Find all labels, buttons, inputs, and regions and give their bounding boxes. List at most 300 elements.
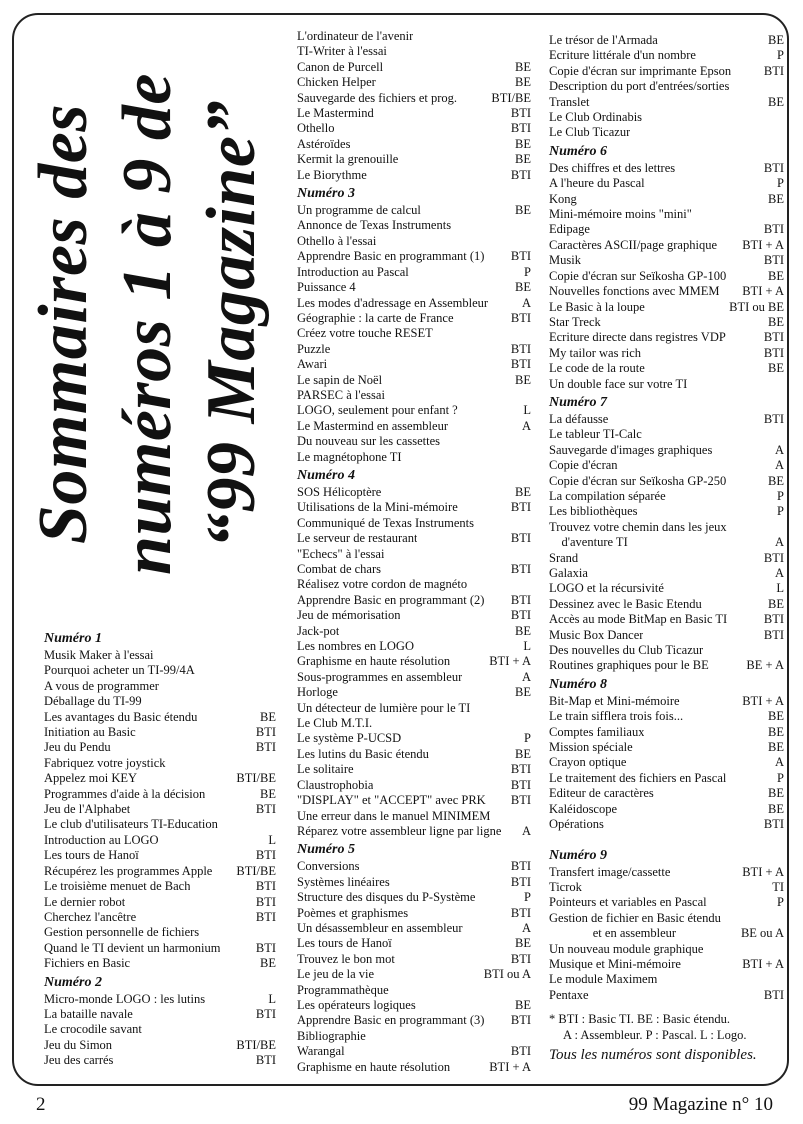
article-title: Systèmes linéaires [297,874,390,889]
language-code: BE [515,75,531,90]
language-code: BE [768,191,784,206]
language-code: P [777,48,784,63]
language-code: BE [768,473,784,488]
article-title: Ticrok [549,879,582,894]
article-title: Comptes familiaux [549,724,645,739]
article-title: Puissance 4 [297,280,356,295]
language-code: BTI [255,740,276,755]
language-code: P [524,890,531,905]
article-title: et en assembleur [549,926,677,941]
language-code: BTI + A [742,864,784,879]
language-code: BTI [763,817,784,832]
article-title: L'ordinateur de l'avenir [297,29,414,43]
article-entry [549,643,784,658]
language-code: BTI [510,341,531,356]
language-code: BTI [763,411,784,426]
article-title: Le système P-UCSD [297,731,402,746]
language-code: BTI [510,310,531,325]
article-entry [297,624,531,639]
article-title: Sous-programmes en assembleur [297,669,463,684]
article-title: Graphisme en haute résolution [297,1059,451,1074]
language-code: BTI [510,1013,531,1028]
article-title: Le Club Ticazur [549,125,631,140]
article-title: A vous de programmer [44,678,159,693]
article-title: "DISPLAY" et "ACCEPT" avec PRK [297,793,486,808]
language-code: BE [515,997,531,1012]
language-code: BTI [510,592,531,607]
article-entry [297,419,531,434]
language-code: BTI [255,725,276,740]
article-entry [297,639,531,654]
language-code: A [774,566,784,580]
legend-line-2: A : Assembleur. P : Pascal. L : Logo. [563,1028,747,1043]
article-entry [549,110,784,125]
article-title: Le Club Ordinabis [549,110,643,125]
article-entry [297,998,531,1013]
article-entry [297,762,531,777]
article-title: Une erreur dans le manuel MINIMEM [297,808,491,823]
article-title: Copie d'écran [549,458,618,473]
article-title: Des nouvelles du Club Ticazur [549,643,704,658]
article-title: Astéroïdes [297,136,351,151]
article-entry [297,137,531,152]
language-code: BTI ou A [483,967,531,982]
article-entry [297,809,531,824]
issue-heading: Numéro 6 [549,143,607,159]
article-title: Othello à l'essai [297,233,377,248]
article-title: Kaléidoscope [549,801,618,816]
article-title: La compilation séparée [549,488,666,503]
article-entry [44,956,276,971]
language-code: BTI [763,222,784,237]
language-code: BE [768,314,784,329]
article-title: Apprendre Basic en programmant (1) [297,249,485,264]
language-code: P [777,504,784,519]
language-code: BTI [510,106,531,121]
article-title: Mini-mémoire moins "mini" [549,207,692,222]
language-code: P [524,731,531,746]
article-entry [549,269,784,284]
language-code: BTI [763,330,784,345]
article-title: Sauvegarde d'images graphiques [549,442,713,457]
article-title: Apprendre Basic en programmant (3) [297,1013,485,1028]
article-entry [44,941,276,956]
article-entry [549,581,784,596]
language-code: BTI [763,63,784,78]
article-entry [297,485,531,500]
language-code: BTI [510,793,531,808]
language-code: BTI/BE [236,771,276,786]
language-code: BE [515,203,531,218]
article-title: Pointeurs et variables en Pascal [549,895,707,910]
article-title: Music Box Dancer [549,627,644,642]
language-code: BE [768,724,784,739]
article-title: Jeu du Pendu [44,740,111,755]
language-code: BTI [510,777,531,792]
article-entry [549,865,784,880]
language-code: A [774,755,784,770]
language-code: A [521,295,531,310]
language-code: BE [515,936,531,951]
language-code: BTI [255,940,276,955]
article-title: Appelez moi KEY [44,771,138,786]
article-title: Caractères ASCII/page graphique [549,237,717,252]
article-entry [549,207,784,222]
article-title: TI-Writer à l'essai [297,44,387,59]
article-entry [297,952,531,967]
language-code: BE [260,786,276,801]
article-title: Structure des disques du P-Système [297,890,476,905]
article-title: Du nouveau sur les cassettes [297,434,441,449]
article-entry [44,864,276,879]
article-entry [549,377,784,392]
article-entry [297,890,531,905]
article-entry [297,1029,531,1044]
language-code: BE [768,268,784,283]
language-code: BE [768,361,784,376]
article-title: Introduction au LOGO [44,832,159,847]
language-code: P [777,895,784,910]
article-title: Le crocodile savant [44,1022,142,1037]
article-entry [549,520,784,535]
contents-column-3-list [549,33,784,1003]
language-code: BTI [255,802,276,817]
article-entry [549,222,784,237]
article-title: Jeu des carrés [44,1053,114,1068]
language-code: TI [772,879,784,894]
language-code: BE [768,709,784,724]
article-title: Un programme de calcul [297,203,421,218]
article-title: Géographie : la carte de France [297,310,454,325]
article-entry [44,725,276,740]
article-entry [549,628,784,643]
language-code: A [521,823,531,838]
article-title: Le trésor de l'Armada [549,33,658,47]
title-block [18,28,278,620]
article-entry [297,577,531,592]
issue-heading: Numéro 3 [297,186,355,202]
language-code: BE [515,136,531,151]
language-code: BTI [763,612,784,627]
article-entry [549,192,784,207]
language-code: P [524,264,531,279]
article-title: Copie d'écran sur Seïkosha GP-100 [549,268,727,283]
magazine-issue: 99 Magazine n° 10 [628,1094,773,1115]
article-entry [44,648,276,663]
article-title: Chicken Helper [297,75,376,90]
article-entry [297,701,531,716]
language-code: BTI [510,1044,531,1059]
language-code: BE [768,786,784,801]
article-entry [297,824,531,839]
article-title: Le Biorythme [297,167,367,182]
article-entry [44,787,276,802]
language-code: BE [260,956,276,971]
article-title: Dessinez avec le Basic Etendu [549,596,702,611]
article-entry [44,817,276,832]
article-title: Les modes d'adressage en Assembleur [297,295,489,310]
language-code: A [774,442,784,457]
article-entry [549,551,784,566]
article-title: Fabriquez votre joystick [44,755,166,770]
language-code: BTI [763,160,784,175]
article-title: Claustrophobia [297,777,374,792]
language-code: BTI [510,531,531,546]
article-title: Le Mastermind [297,106,374,121]
title-line-3: “99 Magazine” [193,100,270,548]
article-title: Le module Maximem [549,972,658,987]
article-entry [297,29,531,44]
article-entry [297,967,531,982]
language-code: BTI + A [742,284,784,299]
language-code: BE [515,746,531,761]
article-title: Jeu de l'Alphabet [44,802,131,817]
article-title: SOS Hélicoptère [297,484,382,499]
article-entry [549,489,784,504]
article-entry [549,48,784,63]
article-title: Les opérateurs logiques [297,997,416,1012]
language-code: BTI [510,608,531,623]
article-title: Le club d'utilisateurs TI-Education [44,817,218,832]
article-title: Micro-monde LOGO : les lutins [44,991,206,1006]
article-title: Combat de chars [297,562,382,576]
article-title: Trouvez votre chemin dans les jeux [549,519,727,534]
article-title: Créez votre touche RESET [297,326,433,341]
article-title: Othello [297,121,335,136]
language-code: BTI [255,848,276,863]
article-title: Déballage du TI-99 [44,694,142,709]
article-title: PARSEC à l'essai [297,387,385,402]
article-entry [297,906,531,921]
article-entry [549,474,784,489]
article-entry [549,361,784,376]
language-code: L [523,403,531,418]
article-entry [297,311,531,326]
language-code: A [521,418,531,433]
article-entry [297,747,531,762]
article-entry [44,1007,276,1022]
article-entry [549,535,784,550]
article-entry [549,412,784,427]
legend-line-1: * BTI : Basic TI. BE : Basic étendu. [549,1012,730,1027]
language-code: BTI [763,627,784,642]
language-code: BTI [763,253,784,268]
availability-note: Tous les numéros sont disponibles. [549,1047,757,1064]
article-entry [549,786,784,801]
language-code: P [777,176,784,191]
article-title: Le train sifflera trois fois... [549,709,684,724]
article-title: Gestion personnelle de fichiers [44,925,200,940]
article-entry [549,802,784,817]
article-title: Réalisez votre cordon de magnéto [297,577,468,592]
article-title: Les lutins du Basic étendu [297,746,429,761]
article-title: Le Mastermind en assembleur [297,418,448,433]
article-title: Fichiers en Basic [44,956,131,971]
article-title: Initiation au Basic [44,725,136,740]
article-title: La bataille navale [44,1006,133,1021]
language-code: P [777,770,784,785]
article-entry [297,121,531,136]
article-entry [297,685,531,700]
article-entry [44,992,276,1007]
article-entry [297,983,531,998]
article-entry [297,778,531,793]
article-title: Utilisations de la Mini-mémoire [297,500,458,515]
article-entry [297,859,531,874]
article-entry [549,79,784,94]
language-code: L [268,832,276,847]
article-title: Réparez votre assembleur ligne par ligne [297,823,502,838]
article-title: Le jeu de la vie [297,967,375,982]
language-code: A [774,535,784,550]
language-code: BTI [510,905,531,920]
article-entry [549,330,784,345]
article-entry [297,434,531,449]
article-entry [297,921,531,936]
article-entry [44,663,276,678]
article-entry [549,755,784,770]
article-entry [297,875,531,890]
article-title: Les nombres en LOGO [297,639,414,654]
article-entry [44,895,276,910]
issue-heading: Numéro 9 [549,847,607,863]
article-title: Ecriture littérale d'un nombre [549,48,696,63]
article-entry [297,531,531,546]
article-entry [549,253,784,268]
article-title: Le solitaire [297,762,354,777]
article-entry [44,771,276,786]
article-entry [549,161,784,176]
article-entry [44,833,276,848]
article-title: Mission spéciale [549,740,633,755]
article-entry [549,64,784,79]
article-entry [297,203,531,218]
article-entry [549,95,784,110]
language-code: BTI [763,987,784,1002]
article-title: Récupérez les programmes Apple [44,863,213,878]
article-entry [549,458,784,473]
article-title: Jeu de mémorisation [297,608,401,623]
article-entry [297,168,531,183]
language-code: BTI [763,345,784,360]
article-entry [44,802,276,817]
article-entry [549,988,784,1003]
article-title: Star Treck [549,314,601,329]
article-entry [44,1022,276,1037]
article-title: Awari [297,357,328,372]
article-title: Un nouveau module graphique [549,941,704,956]
language-code: BTI + A [489,1059,531,1074]
article-entry [549,300,784,315]
article-entry [297,654,531,669]
language-code: BE [515,685,531,700]
language-code: BTI/BE [236,1037,276,1052]
article-entry [297,280,531,295]
article-entry [297,265,531,280]
article-entry [44,694,276,709]
article-entry [44,910,276,925]
issue-heading: Numéro 4 [297,467,355,483]
legend [549,1011,784,1043]
language-code: BTI [510,249,531,264]
article-entry [297,516,531,531]
article-title: Le Club M.T.I. [297,716,373,731]
article-entry [297,1060,531,1075]
article-title: LOGO et la récursivité [549,581,664,596]
article-entry [297,152,531,167]
language-code: BTI + A [742,237,784,252]
article-entry [549,284,784,299]
article-title: Musique et Mini-mémoire [549,956,681,971]
article-entry [297,342,531,357]
article-entry [549,694,784,709]
title-line-1: Sommaires des [25,103,102,545]
article-entry [297,547,531,562]
article-entry [297,1013,531,1028]
article-entry [44,679,276,694]
article-title: My tailor was rich [549,345,641,360]
language-code: BE ou A [740,926,784,941]
issue-heading: Numéro 5 [297,842,355,858]
article-title: Cherchez l'ancêtre [44,909,137,924]
article-title: Horloge [297,685,338,700]
language-code: P [777,488,784,503]
language-code: BTI [763,550,784,565]
article-title: Description du port d'entrées/sorties [549,79,730,94]
article-entry [549,612,784,627]
language-code: BE [768,94,784,109]
article-title: Musik Maker à l'essai [44,648,154,662]
article-title: Galaxia [549,566,588,580]
article-title: Les bibliothèques [549,504,638,519]
article-entry [549,238,784,253]
contents-column-3 [549,33,784,1065]
article-title: Sauvegarde des fichiers et prog. [297,90,458,105]
article-title: Bibliographie [297,1028,366,1043]
article-title: Editeur de caractères [549,786,654,801]
article-title: Transfert image/cassette [549,864,671,879]
article-title: Apprendre Basic en programmant (2) [297,592,485,607]
article-title: d'aventure TI [549,535,628,550]
article-title: Puzzle [297,341,331,356]
article-entry [549,771,784,786]
article-title: Ecriture directe dans registres VDP [549,330,726,345]
article-entry [549,911,784,926]
article-title: Kermit la grenouille [297,152,399,167]
article-entry [297,75,531,90]
article-title: Quand le TI devient un harmonium [44,940,221,955]
article-entry [297,106,531,121]
article-entry [297,60,531,75]
article-entry [297,500,531,515]
article-title: Communiqué de Texas Instruments [297,515,474,530]
article-title: Introduction au Pascal [297,264,409,279]
article-entry [297,793,531,808]
language-code: A [774,458,784,473]
article-title: Programmathèque [297,982,389,997]
article-entry [549,427,784,442]
article-entry [549,597,784,612]
article-entry [44,756,276,771]
article-entry [297,388,531,403]
language-code: BTI + A [742,956,784,971]
language-code: BE [515,372,531,387]
article-title: Les avantages du Basic étendu [44,709,198,724]
article-title: Le magnétophone TI [297,449,402,464]
language-code: BE [768,740,784,755]
language-code: BTI [510,562,531,576]
article-entry [549,176,784,191]
